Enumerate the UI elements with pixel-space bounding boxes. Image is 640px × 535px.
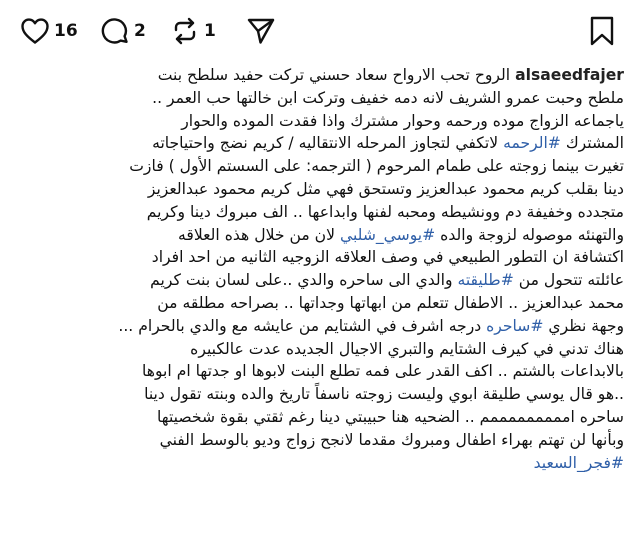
comment-bubble-icon: [100, 16, 130, 46]
post-caption: [14, 64, 624, 474]
share-button[interactable]: [246, 14, 276, 48]
like-button[interactable]: [20, 14, 78, 48]
post-action-bar: [0, 0, 640, 62]
caption-text: الروح تحب الارواح سعاد حسني تركت حفيد سلطح بنت ملطح وحبت عمرو الشريف لانه دمه خفيف وتركت ابن خالتها حب العمر .. ياجماعه الزواج موده ورحمه وحوار مشترك واذا فقدت الموده والحوار المشترك: [152, 66, 624, 153]
save-button[interactable]: [588, 14, 616, 48]
hashtag-link[interactable]: #ساحره: [486, 316, 544, 335]
caption-text: لان من خلال هذه العلاقه اكتشافة ان التطور الطبيعي في وصف العلاقه الزوجيه الثانيه من احد افراد عائلته تتحول من: [151, 225, 624, 290]
hashtag-link[interactable]: #يوسي_شلبي: [339, 225, 436, 244]
caption-text: درجه اشرف في الشتايم من عايشه مع والدي بالحرام ... هناك تدني في كيرف الشتايم والتبري الاجيال الجديده عدت عالكبيره بالابداعات بالشتم .. اكف القدر على فمه تطلع البنت لابوها او جدتها ام ابوها ..هو قال يوسي طليقة ابوي وليست زوجته ناسفاً تاريخ والده وبنته تقول دينا ساحره امممممممممم .. الضحيه هنا حبيبتي دينا رغم ثقتي بقوة شخصيتها وبأنها لن تهتم بهراء اطفال ومبروك مقدما لانجح زواج وديو بالوسط الفني: [118, 316, 624, 449]
like-count: 16: [54, 20, 78, 41]
comment-count: 2: [134, 20, 146, 41]
hashtag-link[interactable]: #فجر_السعيد: [533, 453, 624, 472]
repost-icon: [170, 16, 200, 46]
caption-text: والدي الى ساحره والدي ..على لسان بنت كريم محمد عبدالعزيز .. الاطفال تتعلم من ابهاتها وجداتها .. بصراحه مطلقه من وجهة نظري: [150, 271, 624, 335]
repost-button[interactable]: [170, 14, 216, 48]
repost-count: 1: [204, 20, 216, 41]
send-icon: [246, 16, 276, 46]
caption-text: لاتكفي لتجاوز المرحله الانتقاليه / كريم نضج واحتياجاته تغيرت بينما زوجته على طمام المرحوم ( الترجمه: على السستم الأول ) فازت دينا بقلب كريم محمود عبدالعزيز وتستحق فهي مثل كريم محمود عبدالعزيز متجدده وخفيفة دم وونشيطه ومحبه لفنها وابداعها .. الف مبروك دينا وكريم والتهنئه موصوله لزوجة والده: [129, 134, 624, 244]
comment-button[interactable]: [100, 14, 146, 48]
bookmark-icon: [588, 15, 616, 47]
heart-icon: [20, 17, 50, 45]
hashtag-link[interactable]: #الرحمه: [503, 134, 561, 153]
hashtag-link[interactable]: #طليقته: [457, 271, 514, 290]
caption-username[interactable]: alsaeedfajer: [515, 66, 624, 84]
